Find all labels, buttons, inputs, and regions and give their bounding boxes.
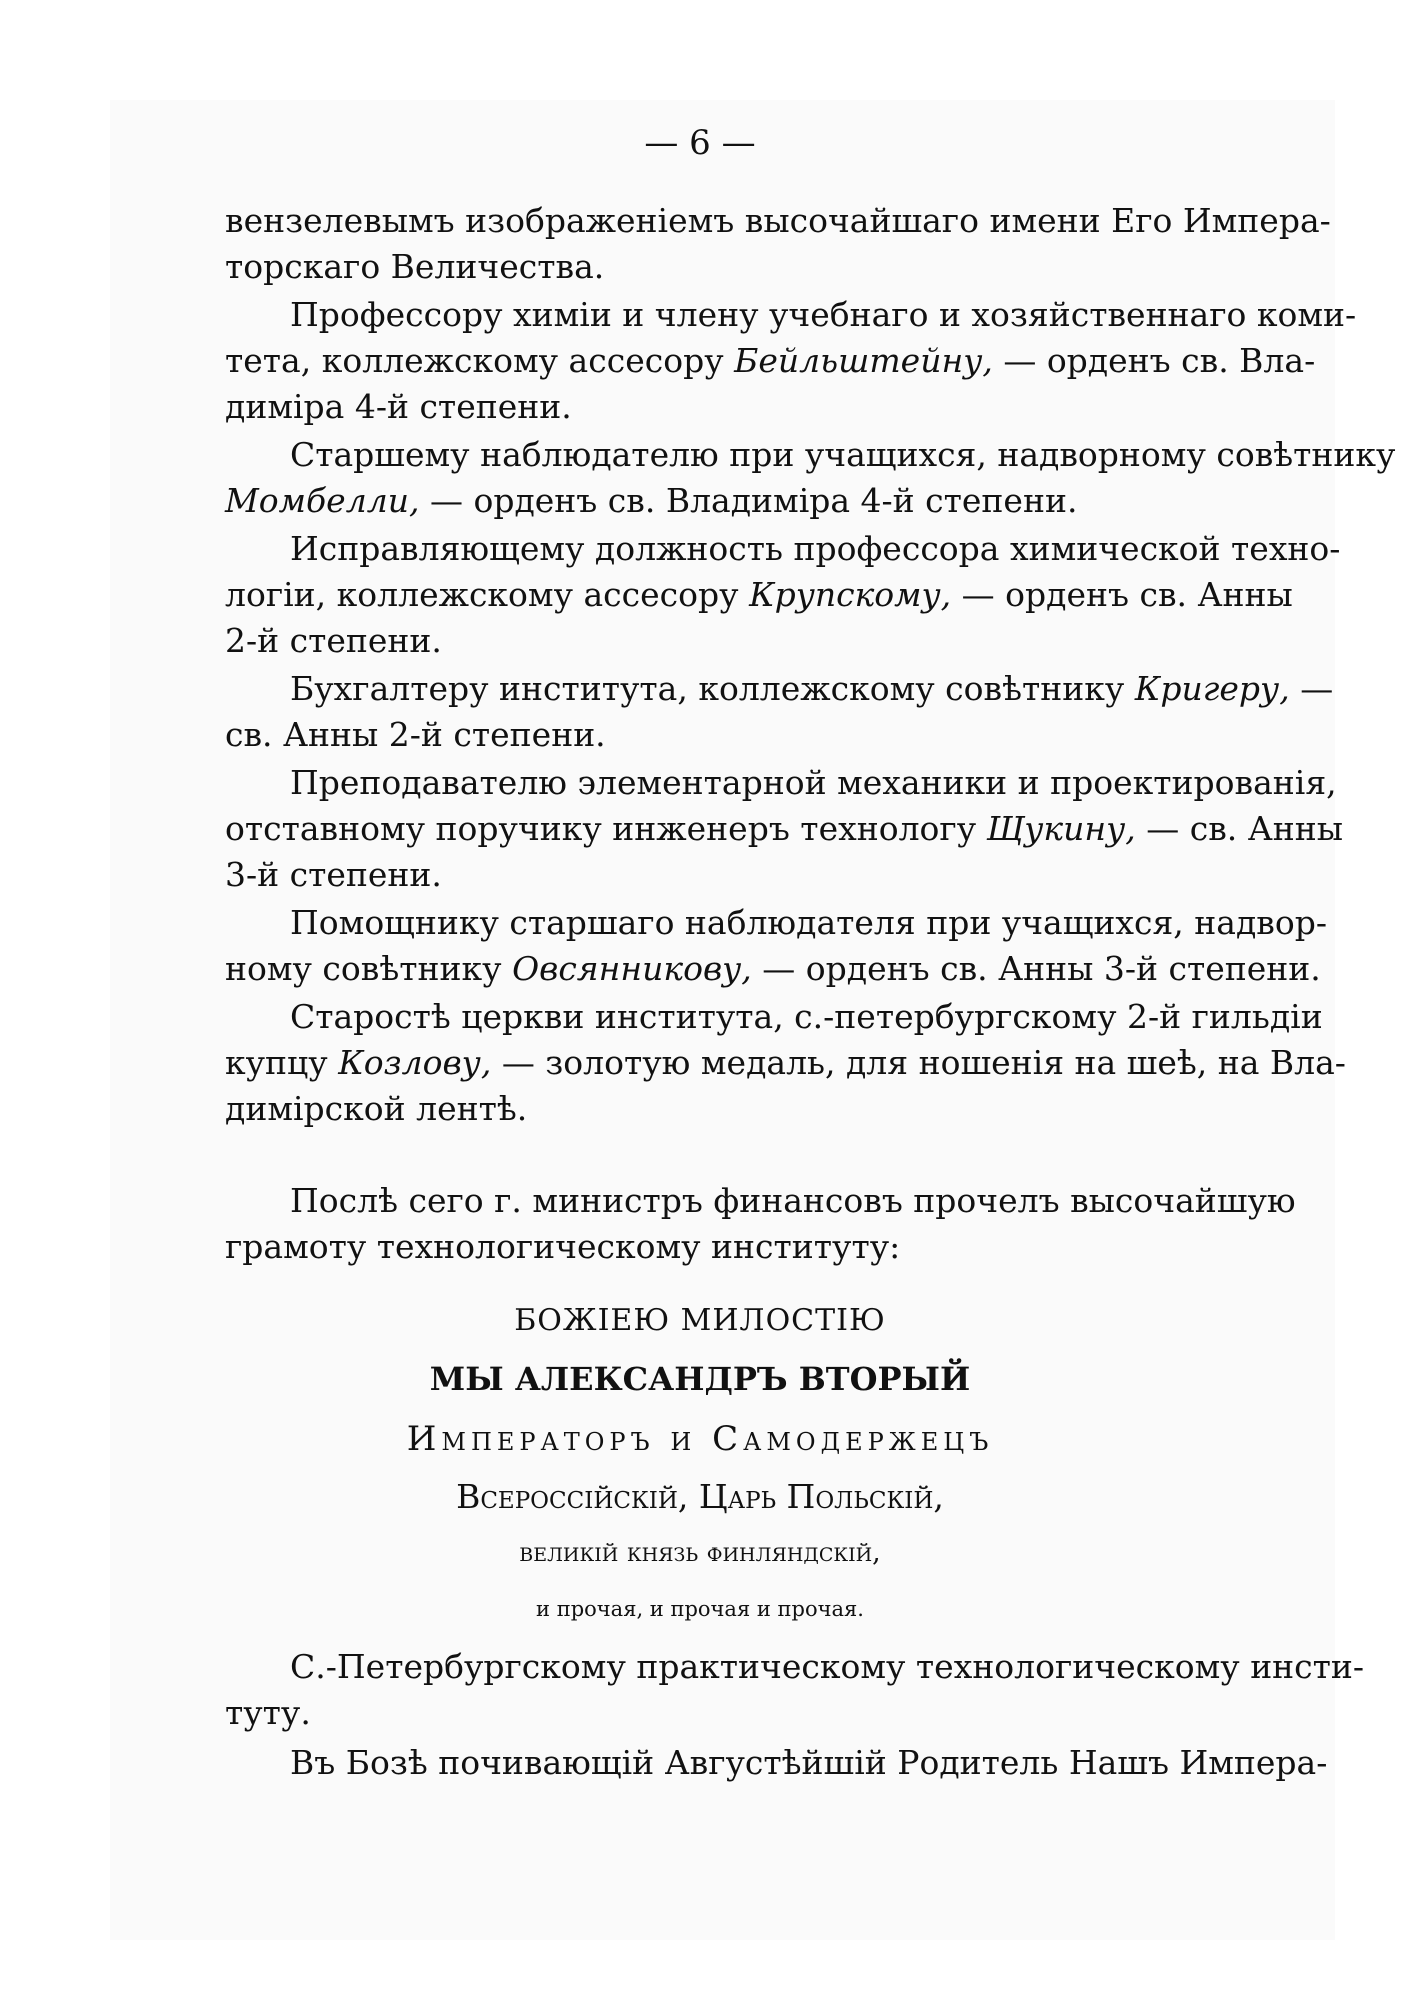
text-line: Помощнику старшаго наблюдателя при учащихся, надвор-: [290, 903, 1327, 942]
person-name: Бейльштейну,: [734, 341, 993, 380]
text-segment: — орденъ св. Владиміра 4-й степени.: [429, 481, 1078, 520]
page-number: — 6 —: [644, 123, 756, 163]
text-segment: тета, коллежскому ассесору: [225, 341, 724, 380]
person-name: Овсянникову,: [512, 949, 752, 988]
text-line: димірской лентѣ.: [225, 1089, 528, 1128]
text-line: С.-Петербургскому практическому технологическому инсти-: [290, 1647, 1365, 1686]
text-segment: — орденъ св. Анны: [961, 575, 1293, 614]
heading-line: МЫ АЛЕКСАНДРЪ ВТОРЫЙ: [429, 1360, 971, 1398]
text-line: Старшему наблюдателю при учащихся, надворному совѣтнику: [290, 435, 1396, 474]
text-line: 2-й степени.: [225, 621, 442, 660]
person-name: Момбелли,: [225, 481, 420, 520]
heading-line: и прочая, и прочая и прочая.: [536, 1597, 864, 1621]
text-line: [225, 478, 1185, 524]
text-segment: логіи, коллежскому ассесору: [225, 575, 739, 614]
person-name: Кригеру,: [1134, 669, 1290, 708]
text-segment: ному совѣтнику: [225, 949, 502, 988]
text-segment: купцу: [225, 1043, 328, 1082]
heading-line: БОЖІЕЮ МИЛОСТІЮ: [514, 1303, 886, 1338]
text-line: [225, 572, 1293, 618]
text-line: св. Анны 2-й степени.: [225, 715, 606, 754]
text-segment: —: [1300, 669, 1334, 708]
text-line: торскаго Величества.: [225, 247, 605, 286]
text-segment: отставному поручику инженеръ технологу: [225, 809, 977, 848]
person-name: Крупскому,: [749, 575, 952, 614]
text-line: вензелевымъ изображеніемъ высочайшаго имени Его Импера-: [225, 201, 1331, 240]
text-line: диміра 4-й степени.: [225, 387, 572, 426]
person-name: Козлову,: [338, 1043, 492, 1082]
text-line: [290, 666, 1334, 712]
text-line: Въ Бозѣ почивающій Августѣйшій Родитель Нашъ Импера-: [290, 1743, 1328, 1782]
text-line: Старостѣ церкви института, с.-петербургскому 2-й гильдіи: [290, 997, 1323, 1036]
text-line: [225, 946, 1321, 992]
text-line: [225, 338, 1316, 384]
text-line: [225, 1040, 1346, 1086]
text-line: Послѣ сего г. министръ финансовъ прочелъ высочайшую: [290, 1181, 1296, 1220]
text-segment: Бухгалтеру института, коллежскому совѣтнику: [290, 669, 1125, 708]
text-line: туту.: [225, 1693, 311, 1732]
heading-line: Всероссійскій, Царь Польскій,: [456, 1477, 944, 1516]
text-segment: — золотую медаль, для ношенія на шеѣ, на Вла-: [501, 1043, 1346, 1082]
text-line: Исправляющему должность профессора химической техно-: [290, 529, 1341, 568]
heading-line: великій князь финляндскій,: [519, 1537, 881, 1568]
heading-line: Императоръ и Самодержецъ: [406, 1419, 994, 1459]
text-segment: — орденъ св. Вла-: [1003, 341, 1316, 380]
text-line: Преподавателю элементарной механики и проектированія,: [290, 763, 1337, 802]
text-segment: — орденъ св. Анны 3-й степени.: [762, 949, 1321, 988]
person-name: Щукину,: [986, 809, 1136, 848]
text-segment: — св. Анны: [1146, 809, 1344, 848]
text-line: грамоту технологическому институту:: [225, 1227, 901, 1266]
text-line: [225, 806, 1344, 852]
text-line: Профессору химіи и члену учебнаго и хозяйственнаго коми-: [290, 295, 1357, 334]
text-line: 3-й степени.: [225, 855, 442, 894]
